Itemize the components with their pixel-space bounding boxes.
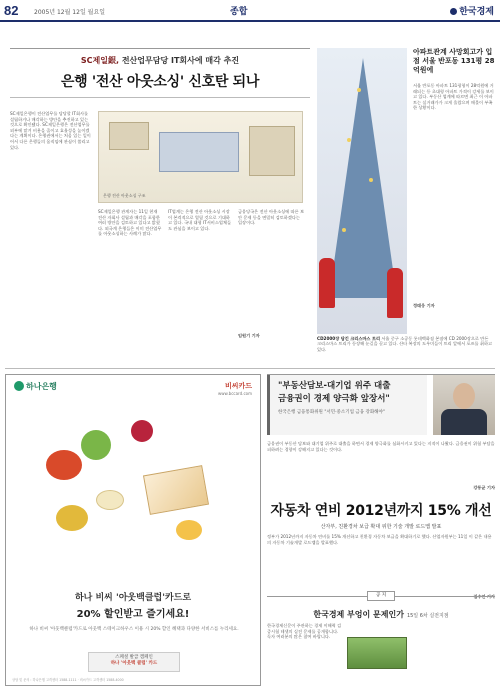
side-article (413, 48, 495, 309)
page-number: 82 (4, 3, 19, 18)
face-image (453, 383, 475, 409)
food-illustration (36, 410, 226, 560)
auto-subtitle: 산자부, 친환경차 보급 확대 위한 기술 개발 로드맵 발표 (320, 524, 442, 530)
card-brand: 비씨카드 (224, 382, 252, 390)
interview-body: 금융권이 부동산 담보와 대기업 위주로 대출을 하면서 경제 양극화를 심화시키고 있다는 지적이 나왔다. 금융권이 위험 부담을 피하려는 경향이 강해지고 있다는 것이다. (267, 441, 495, 452)
section-divider (5, 368, 495, 369)
logo-text: 한국경제 (459, 7, 494, 17)
quiz-subtitle: 15일 6차 실전지점 (406, 613, 449, 619)
kicker-text: 전산업무담당 IT회사에 매각 추진 (121, 56, 240, 65)
masthead (0, 0, 500, 22)
interview-byline: 강동균 기자 (473, 485, 495, 490)
lemon-icon (176, 520, 202, 540)
ad-fine-print: 상담 및 문의 : 하나은행 고객센터 1588-1111 · 비씨카드 고객센터 1588-4000 (12, 678, 124, 682)
berry-icon (131, 420, 153, 442)
issue-date: 2005년 12월 12일 월요일 (34, 9, 106, 16)
ad-description: 하나 비씨 '아웃백클럽'카드로 아웃백 스테이크하우스 이용 시 20% 할인 혜택과 다양한 서비스를 누리세요. (29, 627, 239, 632)
bc-card-advertisement[interactable] (5, 374, 261, 686)
photo-caption-text: 서울 중구 소공동 롯데백화점 본점에 CD 2000장으로 만든 크리스마스 트리가 등장해 눈길을 끌고 있다. 산타 복장의 도우미들이 트리 앞에서 포즈를 취하고 있다. (317, 336, 493, 352)
auto-body: 정부가 2012년까지 자동차 연비를 15% 개선하고 친환경 자동차 보급을 확대하기로 했다. 산업자원부는 11일 이 같은 내용의 자동차 기술개발 로드맵을 발표했다. (267, 534, 492, 545)
card-site: www.bccard.com (217, 391, 252, 396)
side-body: 서울 반포동 아파트 131평형이 28억원에 거래되는 등 초대형 아파트 가격이 강세를 보이고 있다. 부동산 업계에 따르면 최근 이 아파트는 실거래가가 크게 올랐으며 매물이 부족한 상황이다. (413, 83, 494, 111)
quote-line: 금융권이 경제 양극화 앞장서" (278, 394, 390, 404)
auto-article (267, 500, 495, 600)
quiz-notice (267, 593, 495, 686)
kicker-prefix: SC제일銀, (80, 56, 120, 65)
notice-tag: 공 지 (367, 591, 395, 601)
bank-name: 하나은행 (26, 382, 57, 391)
sc-article (10, 48, 310, 348)
cta-card-name: 하나 '아웃백 클럽' 카드 (110, 661, 158, 666)
ad-cta-box[interactable] (88, 652, 180, 672)
section-title: 종합 (230, 7, 248, 17)
hana-bank-logo (14, 381, 57, 392)
diagram-block (159, 132, 239, 172)
interview-article (267, 374, 495, 494)
bc-card-logo (218, 381, 252, 396)
divider (10, 97, 310, 98)
quiz-body: 한국경제신문이 주관하는 경제 이해력 검증시험 테샛의 실전 문제를 공개합니다. 독자 여러분의 많은 참여 바랍니다. (267, 623, 342, 640)
cta-line: 스페셜 발급 캠페인 (115, 655, 153, 660)
cheese-icon (56, 505, 88, 531)
auto-headline: 자동차 연비 2012년까지 15% 개선 (270, 503, 492, 519)
article-diagram (98, 111, 303, 203)
side-byline: 정태웅 기자 (413, 303, 435, 308)
article-byline: 임원기 기자 (238, 333, 260, 338)
article-column: 금융당국은 전산 아웃소싱에 따른 보안 문제 등을 면밀히 검토하겠다는 입장이다. (238, 209, 304, 226)
ad-copy: 하나 비씨 '아웃백클럽'카드로 (74, 593, 192, 603)
photo-caption-title: CD2000장 담긴 크리스마스 트리 (317, 336, 381, 341)
interviewee-photo (433, 375, 495, 435)
quote-line: "부동산담보-대기업 위주 대출 (278, 381, 391, 391)
article-headline: 은행 '전산 아웃소싱' 신호탄 되나 (60, 74, 260, 90)
tree-image (329, 58, 397, 298)
article-kicker (10, 55, 310, 66)
photo-caption (317, 336, 493, 352)
newspaper-logo (450, 4, 494, 17)
article-column: IT업계는 은행 전산 아웃소싱 시장이 본격적으로 열릴 것으로 기대하고 있다. 국내 대형 IT서비스업체들도 관심을 보이고 있다. (168, 209, 232, 231)
article-column: SC제일은행 관계자는 11일 현재 전산 자회사 설립과 매각을 포함한 여러 방안을 검토하고 있다고 밝혔다. 외국계 은행들은 이미 전산업무를 아웃소싱하는 사례가 많다. (98, 209, 162, 237)
quiz-title: 한국경제 부엉이 문제인가 (313, 610, 404, 619)
light-icon (347, 138, 351, 142)
quiz-image (347, 637, 407, 669)
quiz-headline (267, 609, 495, 620)
auto-byline: 김수언 기자 (473, 594, 495, 599)
light-icon (342, 228, 346, 232)
logo-icon (450, 8, 457, 15)
credit-card-icon (143, 465, 209, 515)
diagram-block (249, 126, 295, 176)
person-figure (387, 268, 403, 318)
ad-offer: 20% 할인받고 즐기세요! (76, 609, 190, 620)
pull-quote (267, 375, 427, 435)
quote-subtitle: 한국은행 금융통화위원 "서민·중소기업 금융 강화해야" (278, 410, 385, 415)
diagram-block (109, 122, 149, 150)
suit-image (441, 409, 487, 435)
person-figure (319, 258, 335, 308)
light-icon (357, 88, 361, 92)
hana-logo-icon (14, 381, 24, 391)
article-column: SC제일은행이 전산업무를 담당할 IT회사를 설립하거나 매각하는 방안을 추진하고 있는 것으로 확인됐다. SC제일은행은 전산업무를 외부에 맡겨 비용을 줄이고 효율성을 높이겠다는 계획이다. 은행권에서는 처음 있는 일이어서 다른 은행들의 움직임에 관심이 쏠리고 있다. (10, 111, 91, 150)
tomato-icon (46, 450, 82, 480)
light-icon (369, 178, 373, 182)
egg-icon (96, 490, 124, 510)
christmas-tree-photo (317, 48, 407, 334)
diagram-caption: 은행 전산 아웃소싱 구조 (103, 193, 146, 198)
side-headline: 아파트관계 사망회고가 입점 서울 반포동 131평 28억원에 (413, 48, 495, 74)
lime-icon (81, 430, 111, 460)
